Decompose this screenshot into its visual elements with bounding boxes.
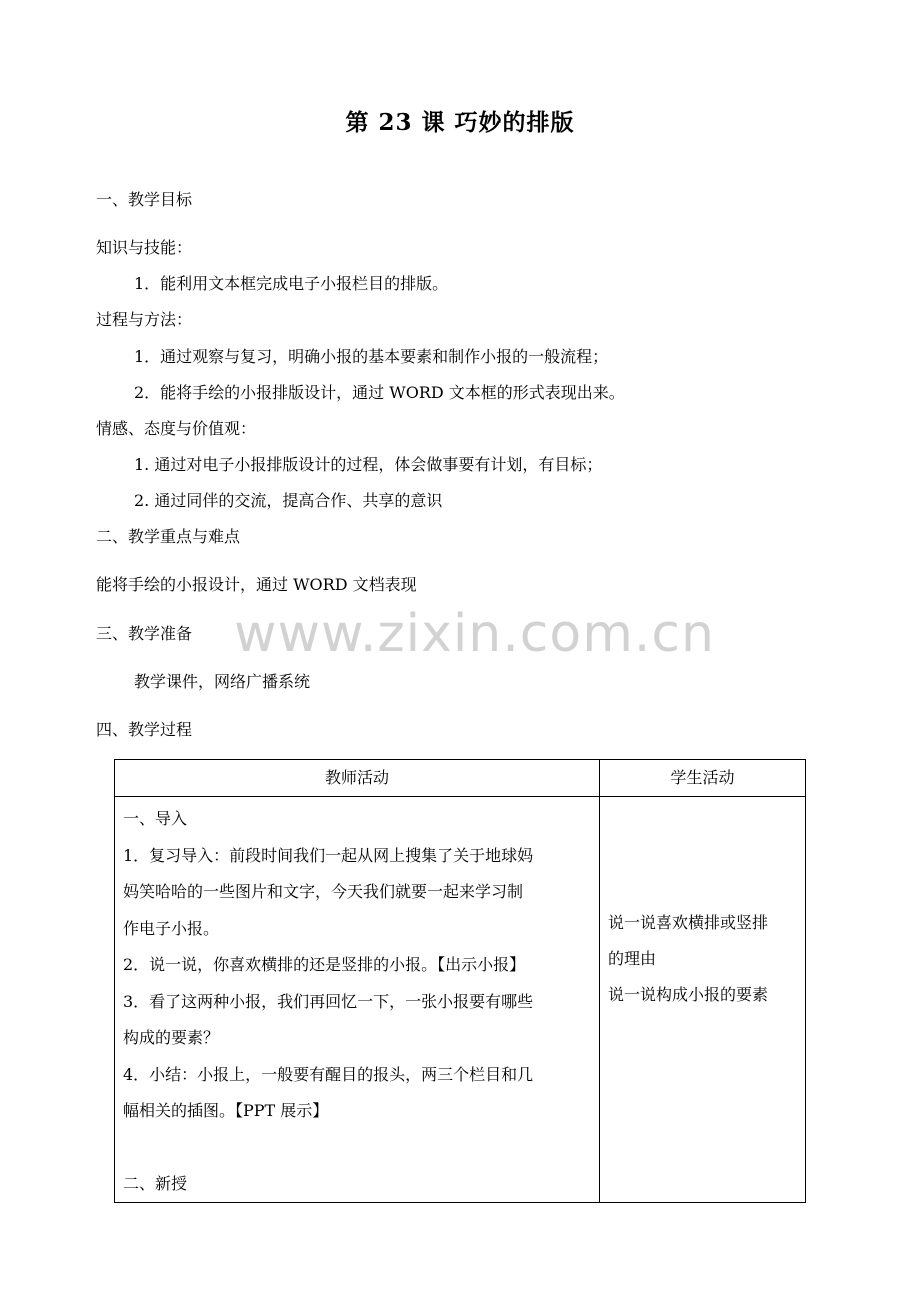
- section-heading-objectives: 一、教学目标: [96, 190, 193, 209]
- emotion-item: 1. 通过对电子小报排版设计的过程，体会做事要有计划，有目标；: [134, 455, 603, 474]
- process-table: [114, 759, 806, 1203]
- teacher-line: 妈笑哈哈的一些图片和文字，今天我们就要一起来学习制: [123, 882, 524, 901]
- teacher-line: 作电子小报。: [123, 918, 220, 938]
- teacher-line: 1．复习导入：前段时间我们一起从网上搜集了关于地球妈: [123, 845, 534, 865]
- subheading-knowledge: 知识与技能：: [96, 238, 193, 257]
- header-teacher-activity: 教师活动: [115, 760, 600, 797]
- student-activity-cell: [600, 797, 806, 1203]
- process-item: 2．能将手绘的小报排版设计，通过 WORD 文本框的形式表现出来。: [134, 383, 625, 402]
- teacher-line: 3．看了这两种小报，我们再回忆一下，一张小报要有哪些: [123, 991, 534, 1011]
- subheading-emotion: 情感、态度与价值观：: [96, 419, 257, 438]
- table-row: [115, 797, 806, 1203]
- header-student-activity: 学生活动: [600, 760, 806, 797]
- key-points-text: 能将手绘的小报设计，通过 WORD 文档表现: [96, 575, 417, 594]
- page-title: 第 23 课 巧妙的排版: [345, 109, 575, 136]
- process-item: 1．通过观察与复习，明确小报的基本要素和制作小报的一般流程；: [134, 347, 609, 366]
- section-heading-preparation: 三、教学准备: [96, 624, 193, 643]
- watermark: www.zixin.com.cn: [234, 604, 715, 664]
- teacher-line: 幅相关的插图。【PPT 展示】: [123, 1101, 329, 1120]
- teacher-activity-cell: [115, 797, 600, 1203]
- table-header-row: [115, 760, 806, 797]
- subheading-process: 过程与方法：: [96, 310, 193, 329]
- teacher-line: 4．小结：小报上，一般要有醒目的报头，两三个栏目和几: [123, 1064, 534, 1084]
- preparation-text: 教学课件，网络广播系统: [134, 672, 311, 691]
- student-line: 说一说构成小报的要素: [608, 985, 769, 1004]
- student-line: 说一说喜欢横排或竖排: [608, 913, 769, 932]
- knowledge-item: 1．能利用文本框完成电子小报栏目的排版。: [134, 274, 449, 293]
- spacer: [123, 1130, 593, 1166]
- teacher-line: 二、新授: [123, 1173, 188, 1193]
- section-heading-process: 四、教学过程: [96, 720, 193, 739]
- teacher-line: 一、导入: [123, 809, 188, 828]
- teacher-line: 2．说一说，你喜欢横排的还是竖排的小报。【出示小报】: [123, 955, 526, 974]
- emotion-item: 2. 通过同伴的交流，提高合作、共享的意识: [134, 491, 443, 510]
- section-heading-key-points: 二、教学重点与难点: [96, 527, 241, 546]
- student-line: 的理由: [608, 949, 657, 968]
- teacher-line: 构成的要素？: [123, 1028, 220, 1047]
